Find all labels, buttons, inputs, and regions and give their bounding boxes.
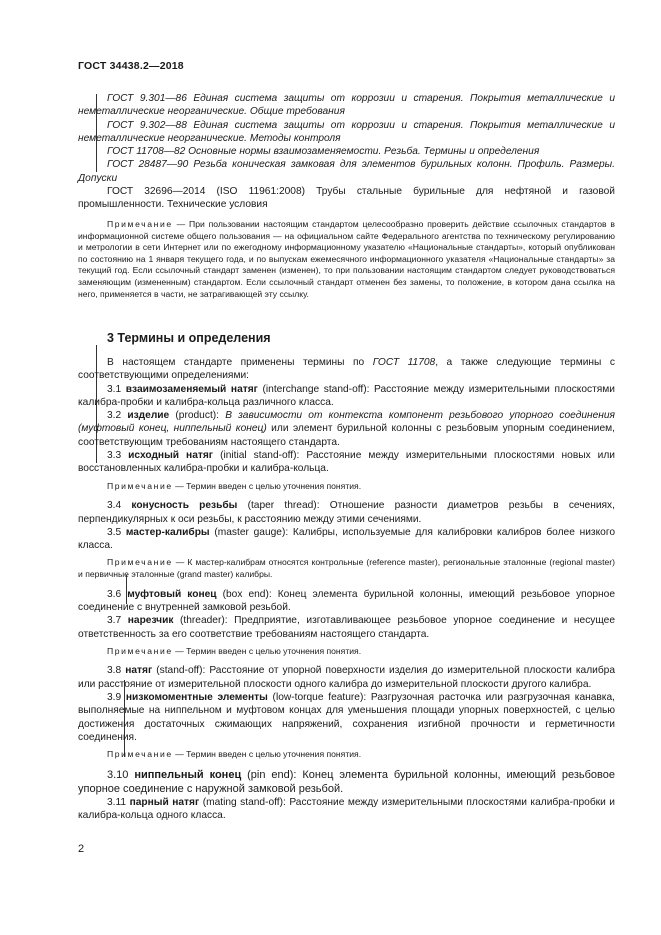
reference-item: ГОСТ 9.301—86 Единая система защиты от коррозии и старения. Покрытия металлические и неметаллические неорганические. Общие требования — [78, 93, 615, 118]
term-3-5: 3.5 мастер-калибры (master gauge): Калибры, используемые для калибровки калибров более низкого класса. — [78, 526, 615, 552]
term-name: мастер-калибры — [125, 526, 210, 538]
term-name: натяг — [125, 665, 153, 677]
term-name: конусность резьбы — [131, 500, 238, 512]
term-3-4: 3.4 конусность резьбы (taper thread): Отношение разности диаметров резьбы в сечениях, перпендикулярных к оси резьбы, к расстоянию между этими сечениями. — [78, 500, 615, 525]
note-label: Примечание — [107, 219, 173, 229]
term-3-8: 3.8 натяг (stand-off): Расстояние от упорной поверхности изделия до измерительной плоскости калибра или расстояние от измерительной плоскости одного калибра до измерительной плоскости другого калибра. — [78, 665, 616, 690]
term-note: Примечание — Термин введен с целью уточнения понятия. — [107, 645, 362, 656]
term-name: изделие — [127, 410, 170, 422]
term-3-7: 3.7 нарезчик (threader): Предприятие, изготавливающее резьбовое упорное соединение и несущее ответственность за его соответствие требованиям настоящего стандарта. — [78, 615, 615, 640]
master-gauge-note: Примечание — К мастер-калибрам относятся контрольные (reference master), региональные эталонные (regional master) и первичные эталонные (grand master) калибры. — [78, 557, 615, 580]
section-3-body — [78, 356, 615, 822]
section-title: 3 Термины и определения — [107, 331, 271, 345]
term-name: парный натяг — [129, 796, 200, 808]
term-note: Примечание — Термин введен с целью уточнения понятия. — [107, 749, 362, 760]
reference-item: ГОСТ 28487—90 Резьба коническая замковая для элементов бурильных колонн. Профиль. Размеры. Допуски — [78, 159, 615, 184]
section-intro: В настоящем стандарте применены термины по ГОСТ 11708, а также следующие термины с соответствующими определениями: — [78, 357, 615, 382]
term-name: исходный натяг — [128, 450, 214, 462]
document-header: ГОСТ 34438.2—2018 — [78, 60, 184, 72]
section-3 — [78, 331, 615, 345]
reference-item: ГОСТ 11708—82 Основные нормы взаимозаменяемости. Резьба. Термины и определения — [107, 146, 540, 158]
references-block — [78, 92, 615, 212]
term-3-1: 3.1 взаимозаменяемый натяг (interchange stand-off): Расстояние между измерительными плоскостями калибра-пробки и калибра-кольца различного класса. — [78, 383, 615, 408]
term-name: ниппельный конец — [134, 768, 242, 781]
note-text: — При пользовании настоящим стандартом целесообразно проверить действие ссылочных стандартов в информационной системе общего пользования — на официальном сайте Федерального агентства по техническому регулированию и метрологии в сети Интернет или по ежегодному информационному указателю «Национальные стандарты», который опубликован по состоянию на 1 января текущего года, и по выпускам ежемесячного информационного указателя «Национальные стандарты» за текущий год. Если ссылочный стандарт заменен (изменен), то при пользовании настоящим стандартом следует руководствоваться заменяющим (измененным) стандартом. Если ссылочный стандарт отменен без замены, то положение, в котором дана ссылка на него, применяется в части, не затрагивающей эту ссылку. — [78, 219, 615, 299]
intro-reference: ГОСТ 11708 — [372, 357, 436, 368]
term-name: нарезчик — [127, 615, 174, 627]
reference-item: ГОСТ 9.302—88 Единая система защиты от коррозии и старения. Покрытия металлические и неметаллические неорганические. Методы контроля — [78, 119, 615, 144]
reference-item: ГОСТ 32696—2014 (ISO 11961:2008) Трубы стальные бурильные для нефтяной и газовой промышленности. Технические условия — [78, 186, 615, 211]
term-3-10: 3.10 ниппельный конец (pin end): Конец элемента бурильной колонны, имеющий резьбовое упорное соединение с наружной замковой резьбой. — [78, 768, 615, 795]
term-3-6: 3.6 муфтовый конец (box end): Конец элемента бурильной колонны, имеющий резьбовое упорное соединение с внутренней замковой резьбой. — [78, 588, 615, 613]
term-3-9: 3.9 низкомоментные элементы (low-torque feature): Разгрузочная расточка или разгрузочная канавка, выполняемые на ниппельном и муфтовом концах для уменьшения площади упорных поверхностей, с целью достижения достаточных сжимающих напряжений, сохранения изгибной прочности и герметичности соединения. — [78, 692, 615, 743]
term-name: взаимозаменяемый натяг — [125, 383, 258, 395]
term-3-3: 3.3 исходный натяг (initial stand-off): Расстояние между измерительными плоскостями новых или восстановленных калибра-пробки и калибра-кольца. — [78, 450, 615, 475]
page-number: 2 — [78, 843, 85, 855]
term-name: муфтовый конец — [127, 588, 217, 600]
reference-note — [78, 219, 615, 300]
term-note: Примечание — Термин введен с целью уточнения понятия. — [107, 480, 362, 491]
term-name: низкомоментные элементы — [125, 692, 268, 704]
term-3-2: 3.2 изделие (product): В зависимости от контекста компонент резьбового упорного соединения (муфтовый конец, ниппельный конец) или элемент бурильной колонны с резьбовым упорным соединением, соответствующим требованиям настоящего стандарта. — [78, 410, 616, 448]
term-3-11: 3.11 парный натяг (mating stand-off): Расстояние между измерительными плоскостями калибра-пробки и калибра-кольца одного класса. — [78, 796, 615, 822]
